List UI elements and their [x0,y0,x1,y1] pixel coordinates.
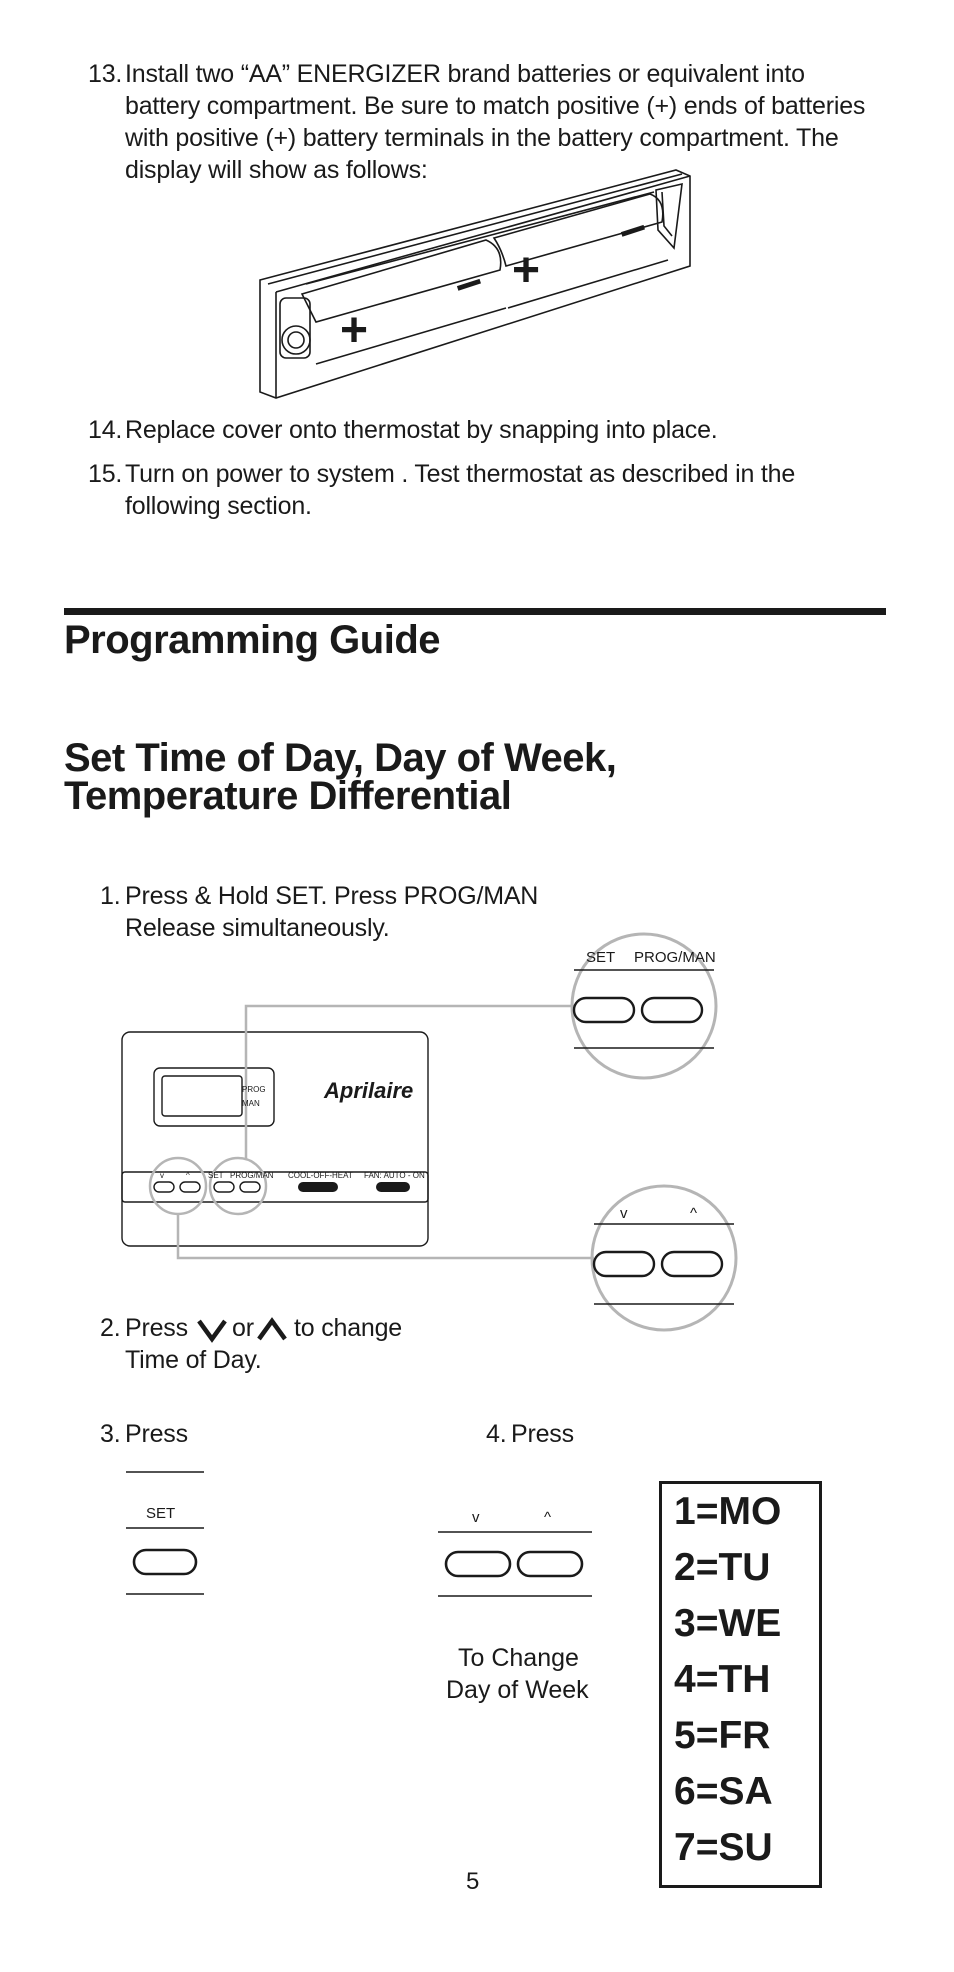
step-number: 15. [88,460,123,488]
thermostat-body [122,1032,428,1246]
step-number: 2. [100,1314,121,1342]
day-entry: 5=FR [674,1714,771,1757]
step-number: 3. [100,1420,121,1448]
man-label: MAN [242,1099,260,1108]
zoom-set-label: SET [586,949,616,966]
day-of-week-legend [659,1481,822,1888]
day-entry: 6=SA [674,1770,773,1813]
battery-minus-left: – [447,252,490,312]
time-of-day-words: Time of Day. [125,1346,262,1374]
day-of-week-caption-line1: To Change [458,1644,579,1672]
step-text: Replace cover onto thermostat by snapping into place. [125,416,718,444]
zoom-down-label: v [620,1205,628,1222]
step-text: Press [511,1420,574,1448]
battery-minus-right: – [611,198,654,258]
arrow-buttons-illustration [438,1500,592,1600]
body-down-label: v [160,1171,164,1180]
section-title: Programming Guide [64,618,440,662]
battery-plus-right: + [512,244,541,297]
set-button-illustration [126,1470,204,1598]
subsection-title-line2: Temperature Differential [64,774,512,818]
step-15 [88,458,908,524]
step-number: 4. [486,1420,507,1448]
set-label: SET [146,1505,176,1522]
step-number: 14. [88,416,123,444]
step-number: 13. [88,60,123,88]
step-4 [486,1418,686,1452]
body-progman-label: PROG/MAN [230,1171,274,1180]
subsection-title-line1: Set Time of Day, Day of Week, [64,736,617,780]
thermostat-diagram [118,928,758,1348]
zoom-progman-label: PROG/MAN [634,949,716,966]
step-text: Turn on power to system . Test thermostat as described in the following section. [125,460,796,520]
or-word: or [232,1314,254,1342]
step-2 [100,1312,520,1378]
prog-label: PROG [242,1085,266,1094]
page-number: 5 [466,1868,480,1895]
to-change-words: to change [294,1314,403,1342]
zoom-up-label: ^ [690,1205,698,1222]
brand-logo: Aprilaire [324,1078,414,1103]
step-text: Press [125,1420,188,1448]
chevron-up-icon [256,1318,288,1342]
step-3 [100,1418,300,1452]
body-fan-label: FAN: AUTO - ON [364,1171,425,1180]
body-system-label: COOL-OFF-HEAT [288,1171,353,1180]
body-up-label: ^ [186,1171,190,1180]
up-label: ^ [544,1509,552,1526]
chevron-down-icon [196,1318,228,1342]
day-entry: 3=WE [674,1602,782,1645]
step-14 [88,414,908,448]
battery-plus-left: + [340,304,369,357]
step-number: 1. [100,882,121,910]
down-label: v [472,1509,480,1526]
step-text: Press & Hold SET. Press PROG/MAN Release simultaneously. [125,882,539,942]
day-entry: 4=TH [674,1658,771,1701]
section-divider [64,608,886,615]
day-entry: 1=MO [674,1490,782,1533]
battery-compartment-illustration [258,168,698,398]
press-word: Press [125,1314,188,1342]
body-set-label: SET [208,1171,224,1180]
day-entry: 7=SU [674,1826,773,1869]
day-of-week-caption-line2: Day of Week [446,1676,589,1704]
day-entry: 2=TU [674,1546,771,1589]
step-text: Install two “AA” ENERGIZER brand batteries or equivalent into battery compartment. Be sure to match positive (+) ends of batteries with positive (+) battery terminals in the battery compartment. The display will show as follows: [125,60,866,184]
